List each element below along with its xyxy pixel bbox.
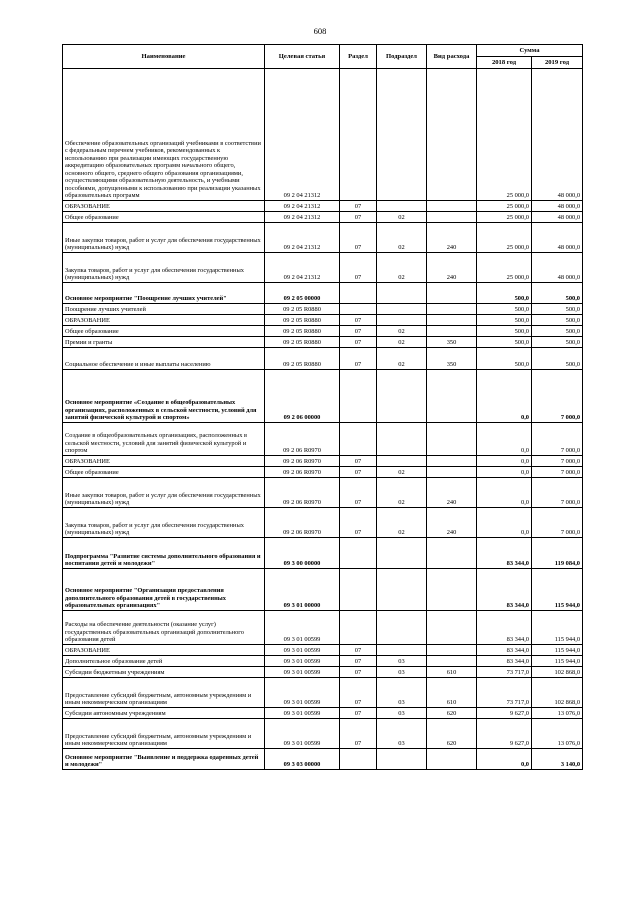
header-target: Целевая статья: [265, 45, 340, 69]
row-sum-2018: 83 344,0: [477, 611, 532, 645]
row-expense-type: 610: [427, 667, 477, 678]
row-expense-type: [427, 569, 477, 611]
row-sum-2019: 500,0: [532, 315, 583, 326]
row-name: Основное мероприятие "Выявление и поддержка одаренных детей и молодежи": [63, 749, 265, 770]
row-target: 09 2 05 R0880: [265, 304, 340, 315]
row-name: Иные закупки товаров, работ и услуг для обеспечения государственных (муниципальных) нужд: [63, 478, 265, 508]
row-expense-type: 620: [427, 708, 477, 719]
row-section: [340, 569, 377, 611]
row-sum-2018: 25 000,0: [477, 212, 532, 223]
row-target: 09 2 05 R0880: [265, 326, 340, 337]
row-expense-type: 350: [427, 348, 477, 370]
row-name: Общее образование: [63, 326, 265, 337]
row-section: [340, 538, 377, 569]
table-row: [63, 304, 583, 315]
row-name: Поощрение лучших учителей: [63, 304, 265, 315]
row-sum-2019: 7 000,0: [532, 508, 583, 538]
row-sum-2018: 73 717,0: [477, 667, 532, 678]
row-expense-type: [427, 456, 477, 467]
header-name: Наименование: [63, 45, 265, 69]
row-name: Основное мероприятие "Поощрение лучших учителей": [63, 283, 265, 304]
row-section: 07: [340, 478, 377, 508]
row-subsection: 02: [377, 326, 427, 337]
table-row: [63, 223, 583, 253]
row-sum-2019: 7 000,0: [532, 370, 583, 423]
row-expense-type: [427, 212, 477, 223]
row-name: Создание в общеобразовательных организациях, расположенных в сельской местности, условий для занятий физической культурой и спортом: [63, 423, 265, 456]
row-expense-type: 350: [427, 337, 477, 348]
row-expense-type: [427, 467, 477, 478]
row-name: Подпрограмма "Развитие системы дополнительного образования и воспитания детей и молодежи": [63, 538, 265, 569]
table-row: [63, 253, 583, 283]
table-row: [63, 201, 583, 212]
row-sum-2019: 500,0: [532, 337, 583, 348]
row-name: Социальное обеспечение и иные выплаты населению: [63, 348, 265, 370]
row-target: 09 3 01 00599: [265, 708, 340, 719]
header-expense-type: Вид расхода: [427, 45, 477, 69]
row-name: Дополнительное образование детей: [63, 656, 265, 667]
row-sum-2019: 48 000,0: [532, 253, 583, 283]
row-subsection: 03: [377, 667, 427, 678]
row-target: 09 3 01 00000: [265, 569, 340, 611]
row-name: Общее образование: [63, 212, 265, 223]
row-section: 07: [340, 667, 377, 678]
row-name: Основное мероприятие "Организация предоставления дополнительного образования детей в государственных образовательных организациях": [63, 569, 265, 611]
row-subsection: [377, 611, 427, 645]
row-name: ОБРАЗОВАНИЕ: [63, 456, 265, 467]
row-subsection: 02: [377, 508, 427, 538]
table-header: [63, 45, 583, 69]
row-sum-2018: 25 000,0: [477, 201, 532, 212]
row-target: 09 2 05 R0880: [265, 337, 340, 348]
row-expense-type: 610: [427, 678, 477, 708]
table-row: [63, 611, 583, 645]
header-sum: Сумма: [477, 45, 583, 57]
row-name: ОБРАЗОВАНИЕ: [63, 315, 265, 326]
row-target: 09 2 06 00000: [265, 370, 340, 423]
row-name: Премии и гранты: [63, 337, 265, 348]
row-section: 07: [340, 201, 377, 212]
row-expense-type: [427, 370, 477, 423]
row-target: 09 2 04 21312: [265, 223, 340, 253]
page-number: 608: [313, 26, 327, 36]
row-subsection: [377, 69, 427, 201]
row-sum-2018: 25 000,0: [477, 223, 532, 253]
row-sum-2018: 500,0: [477, 326, 532, 337]
row-expense-type: 240: [427, 508, 477, 538]
row-subsection: [377, 370, 427, 423]
table-row: [63, 315, 583, 326]
row-section: 07: [340, 645, 377, 656]
row-target: 09 2 04 21312: [265, 69, 340, 201]
row-subsection: 02: [377, 478, 427, 508]
row-sum-2018: 83 344,0: [477, 656, 532, 667]
row-sum-2018: 500,0: [477, 283, 532, 304]
row-name: Обеспечение образовательных организаций учебниками в соответствии с федеральным перечнем учебников, рекомендованных к использованию при реализации имеющих государственную аккредитацию образовательных программ начального общего, основного общего, среднего общего образования организациями, осуществляющими образовательную деятельность, и учебными пособиями, допущенными к использованию при реализации указанных образовательных программ: [63, 69, 265, 201]
row-sum-2018: 0,0: [477, 478, 532, 508]
table-row: [63, 467, 583, 478]
row-expense-type: [427, 656, 477, 667]
header-year-2019: 2019 год: [532, 57, 583, 69]
row-sum-2019: 115 944,0: [532, 569, 583, 611]
row-subsection: [377, 315, 427, 326]
row-subsection: [377, 645, 427, 656]
row-sum-2018: 0,0: [477, 467, 532, 478]
row-sum-2019: 7 000,0: [532, 423, 583, 456]
table-row: [63, 423, 583, 456]
row-section: 07: [340, 315, 377, 326]
row-expense-type: [427, 315, 477, 326]
row-section: 07: [340, 678, 377, 708]
row-expense-type: [427, 749, 477, 770]
row-sum-2018: 0,0: [477, 456, 532, 467]
row-target: 09 3 01 00599: [265, 719, 340, 749]
row-section: 07: [340, 708, 377, 719]
row-subsection: 03: [377, 656, 427, 667]
row-section: [340, 611, 377, 645]
row-name: ОБРАЗОВАНИЕ: [63, 201, 265, 212]
row-expense-type: [427, 304, 477, 315]
table-row: [63, 678, 583, 708]
row-subsection: [377, 423, 427, 456]
row-section: 07: [340, 337, 377, 348]
row-subsection: [377, 569, 427, 611]
row-target: 09 3 01 00599: [265, 656, 340, 667]
row-target: 09 2 05 R0880: [265, 315, 340, 326]
table-body: [63, 69, 583, 770]
row-sum-2019: 102 868,0: [532, 667, 583, 678]
row-expense-type: 240: [427, 253, 477, 283]
row-subsection: [377, 538, 427, 569]
row-expense-type: 240: [427, 478, 477, 508]
header-year-2018: 2018 год: [477, 57, 532, 69]
row-name: ОБРАЗОВАНИЕ: [63, 645, 265, 656]
row-target: 09 2 06 R0970: [265, 456, 340, 467]
row-section: 07: [340, 656, 377, 667]
row-sum-2018: 500,0: [477, 304, 532, 315]
row-section: 07: [340, 348, 377, 370]
table-row: [63, 69, 583, 201]
table-row: [63, 508, 583, 538]
table-row: [63, 719, 583, 749]
row-expense-type: [427, 326, 477, 337]
row-sum-2019: 115 944,0: [532, 611, 583, 645]
header-section: Раздел: [340, 45, 377, 69]
row-target: 09 2 04 21312: [265, 201, 340, 212]
row-name: Расходы на обеспечение деятельности (оказание услуг) государственных образовательных организаций дополнительного образования детей: [63, 611, 265, 645]
row-sum-2019: 500,0: [532, 304, 583, 315]
row-target: 09 2 06 R0970: [265, 478, 340, 508]
row-target: 09 2 06 R0970: [265, 467, 340, 478]
row-name: Закупка товаров, работ и услуг для обеспечения государственных (муниципальных) нужд: [63, 253, 265, 283]
row-sum-2018: 83 344,0: [477, 569, 532, 611]
row-section: 07: [340, 253, 377, 283]
row-target: 09 3 03 00000: [265, 749, 340, 770]
row-section: [340, 370, 377, 423]
row-subsection: 03: [377, 678, 427, 708]
row-section: [340, 423, 377, 456]
row-sum-2018: 0,0: [477, 423, 532, 456]
row-section: 07: [340, 212, 377, 223]
table-row: [63, 478, 583, 508]
row-sum-2019: 102 868,0: [532, 678, 583, 708]
row-section: 07: [340, 467, 377, 478]
row-subsection: [377, 201, 427, 212]
table-row: [63, 337, 583, 348]
row-target: 09 2 04 21312: [265, 253, 340, 283]
row-sum-2019: 500,0: [532, 348, 583, 370]
row-expense-type: 240: [427, 223, 477, 253]
row-subsection: 02: [377, 348, 427, 370]
row-sum-2018: 25 000,0: [477, 253, 532, 283]
row-subsection: [377, 283, 427, 304]
row-sum-2018: 25 000,0: [477, 69, 532, 201]
row-expense-type: [427, 611, 477, 645]
table-row: [63, 667, 583, 678]
row-subsection: [377, 304, 427, 315]
row-sum-2019: 500,0: [532, 283, 583, 304]
row-target: 09 2 05 R0880: [265, 348, 340, 370]
row-subsection: 03: [377, 708, 427, 719]
table-row: [63, 348, 583, 370]
row-sum-2018: 83 344,0: [477, 538, 532, 569]
row-sum-2019: 48 000,0: [532, 223, 583, 253]
row-subsection: 02: [377, 212, 427, 223]
row-target: 09 2 05 00000: [265, 283, 340, 304]
row-name: Предоставление субсидий бюджетным, автономным учреждениям и иным некоммерческим организациям: [63, 719, 265, 749]
table-row: [63, 370, 583, 423]
row-target: 09 3 01 00599: [265, 667, 340, 678]
row-expense-type: [427, 423, 477, 456]
row-expense-type: [427, 201, 477, 212]
table-row: [63, 708, 583, 719]
row-sum-2019: 48 000,0: [532, 69, 583, 201]
row-sum-2019: 115 944,0: [532, 656, 583, 667]
row-name: Общее образование: [63, 467, 265, 478]
row-target: 09 3 00 00000: [265, 538, 340, 569]
row-sum-2018: 9 627,0: [477, 708, 532, 719]
row-expense-type: [427, 283, 477, 304]
row-section: [340, 749, 377, 770]
row-sum-2019: 48 000,0: [532, 201, 583, 212]
row-sum-2018: 500,0: [477, 337, 532, 348]
row-target: 09 2 06 R0970: [265, 508, 340, 538]
table-row: [63, 456, 583, 467]
row-sum-2019: 7 000,0: [532, 467, 583, 478]
row-name: Основное мероприятие «Создание в общеобразовательных организациях, расположенных в сельской местности, условий для занятий физической культурой и спортом»: [63, 370, 265, 423]
row-subsection: 02: [377, 337, 427, 348]
row-sum-2019: 7 000,0: [532, 456, 583, 467]
row-name: Предоставление субсидий бюджетным, автономным учреждениям и иным некоммерческим организациям: [63, 678, 265, 708]
table-row: [63, 283, 583, 304]
table-row: [63, 569, 583, 611]
row-sum-2019: 119 084,0: [532, 538, 583, 569]
row-section: [340, 69, 377, 201]
table-row: [63, 538, 583, 569]
header-subsection: Подраздел: [377, 45, 427, 69]
table-row: [63, 749, 583, 770]
row-subsection: [377, 456, 427, 467]
row-sum-2018: 500,0: [477, 315, 532, 326]
row-sum-2019: 48 000,0: [532, 212, 583, 223]
row-sum-2019: 7 000,0: [532, 478, 583, 508]
row-section: 07: [340, 326, 377, 337]
row-sum-2019: 3 140,0: [532, 749, 583, 770]
row-name: Закупка товаров, работ и услуг для обеспечения государственных (муниципальных) нужд: [63, 508, 265, 538]
row-expense-type: [427, 69, 477, 201]
table-row: [63, 212, 583, 223]
row-subsection: 02: [377, 253, 427, 283]
row-sum-2018: 500,0: [477, 348, 532, 370]
row-sum-2018: 83 344,0: [477, 645, 532, 656]
row-expense-type: [427, 645, 477, 656]
row-subsection: 03: [377, 719, 427, 749]
table-row: [63, 326, 583, 337]
row-sum-2019: 115 944,0: [532, 645, 583, 656]
row-subsection: 02: [377, 223, 427, 253]
row-sum-2018: 9 627,0: [477, 719, 532, 749]
row-subsection: [377, 749, 427, 770]
row-target: 09 2 06 R0970: [265, 423, 340, 456]
row-sum-2018: 0,0: [477, 370, 532, 423]
row-expense-type: [427, 538, 477, 569]
row-section: 07: [340, 719, 377, 749]
row-expense-type: 620: [427, 719, 477, 749]
row-target: 09 3 01 00599: [265, 611, 340, 645]
row-sum-2018: 0,0: [477, 749, 532, 770]
row-target: 09 3 01 00599: [265, 678, 340, 708]
table-row: [63, 656, 583, 667]
row-sum-2019: 500,0: [532, 326, 583, 337]
row-target: 09 2 04 21312: [265, 212, 340, 223]
row-name: Иные закупки товаров, работ и услуг для обеспечения государственных (муниципальных) нужд: [63, 223, 265, 253]
row-sum-2018: 73 717,0: [477, 678, 532, 708]
row-section: 07: [340, 223, 377, 253]
row-sum-2019: 13 076,0: [532, 719, 583, 749]
row-section: [340, 283, 377, 304]
row-target: 09 3 01 00599: [265, 645, 340, 656]
row-sum-2019: 13 076,0: [532, 708, 583, 719]
row-name: Субсидии бюджетным учреждениям: [63, 667, 265, 678]
row-name: Субсидии автономным учреждениям: [63, 708, 265, 719]
row-section: 07: [340, 508, 377, 538]
budget-table: [62, 44, 583, 770]
row-section: [340, 304, 377, 315]
row-subsection: 02: [377, 467, 427, 478]
table-row: [63, 645, 583, 656]
row-section: 07: [340, 456, 377, 467]
row-sum-2018: 0,0: [477, 508, 532, 538]
